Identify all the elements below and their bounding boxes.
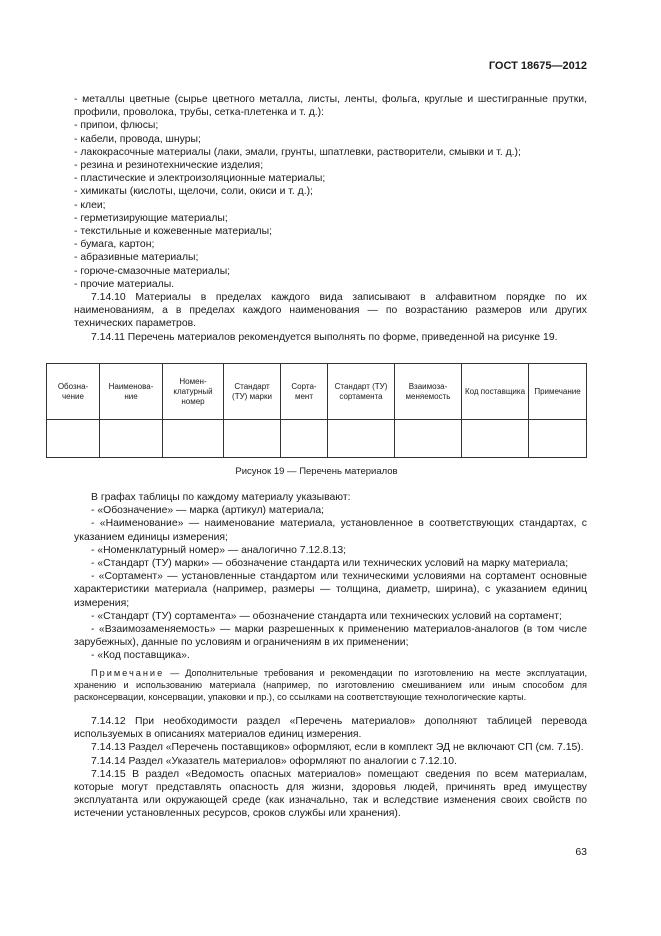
page-number: 63 bbox=[575, 846, 587, 858]
list-item: - «Номенклатурный номер» — аналогично 7.12.8.13; bbox=[91, 544, 347, 556]
closing-block bbox=[74, 715, 587, 821]
table-cell bbox=[462, 420, 529, 458]
note-paragraph bbox=[74, 667, 587, 704]
list-item: - горюче-смазочные материалы; bbox=[74, 265, 231, 277]
materials-form-table bbox=[46, 363, 587, 458]
table-cell bbox=[529, 420, 587, 458]
list-item: - «Взаимозаменяемость» — марки разрешенных к применению материалов-аналогов (в том числе зарубежных), данные по условиям и ограничениям в их применении; bbox=[74, 624, 587, 649]
note-label: Примечание bbox=[91, 667, 165, 678]
list-item: - «Стандарт (ТУ) марки» — обозначение стандарта или технических условий на марку материала; bbox=[91, 558, 569, 570]
column-header: Наименова- ние bbox=[100, 364, 163, 420]
column-header: Сорта- мент bbox=[281, 364, 328, 420]
list-item: - прочие материалы. bbox=[74, 278, 175, 290]
list-item: - резина и резинотехнические изделия; bbox=[74, 160, 264, 172]
table-cell bbox=[328, 420, 395, 458]
table-cell bbox=[395, 420, 462, 458]
list-item: - «Код поставщика». bbox=[91, 650, 190, 662]
paragraph-7-14-11: 7.14.11 Перечень материалов рекомендуется выполнять по форме, приведенной на рисунке 19. bbox=[91, 331, 558, 343]
table-cell bbox=[224, 420, 281, 458]
column-header: Код поставщика bbox=[462, 364, 529, 420]
table-cell bbox=[281, 420, 328, 458]
paragraph-7-14-13: 7.14.13 Раздел «Перечень поставщиков» оформляют, если в комплект ЭД не включают СП (см. 7.15). bbox=[91, 742, 584, 754]
list-item: - бумага, картон; bbox=[74, 239, 155, 251]
figure-caption: Рисунок 19 — Перечень материалов bbox=[235, 466, 398, 477]
list-item: - припои, флюсы; bbox=[74, 120, 159, 132]
column-header: Взаимоза- меняемость bbox=[395, 364, 462, 420]
list-item: - герметизирующие материалы; bbox=[74, 212, 228, 224]
list-item: - «Сортамент» — установленные стандартом или техническими условиями на сортамент основные характеристики материала (например, размеры — толщина, диаметр, ширина), с указанием единиц измерения; bbox=[74, 571, 587, 609]
list-item: - «Стандарт (ТУ) сортамента» — обозначение стандарта или технических условий на сортамент; bbox=[91, 610, 562, 622]
note-text: — Дополнительные требования и рекомендации по изготовлению на месте эксплуатации, хранению и использованию материала (например, по изготовлению смешиванием или иным способом для расконсервации, консервации, упаковки и пр.), со ссылками на соответствующие технологические карты. bbox=[74, 667, 587, 703]
table-cell bbox=[163, 420, 224, 458]
list-item: - клеи; bbox=[74, 199, 106, 211]
standard-header: ГОСТ 18675—2012 bbox=[488, 60, 587, 72]
column-description-block bbox=[74, 491, 587, 703]
table-cell bbox=[100, 420, 163, 458]
table-empty-row bbox=[47, 420, 587, 458]
column-header: Стандарт (ТУ) сортамента bbox=[328, 364, 395, 420]
list-item: - лакокрасочные материалы (лаки, эмали, грунты, шпатлевки, растворители, смывки и т. д.); bbox=[74, 146, 521, 158]
list-item: - металлы цветные (сырье цветного металла, листы, ленты, фольга, круглые и шестигранные прутки, профили, проволока, трубы, сетка-плетенка и т. д.): bbox=[74, 94, 587, 119]
paragraph-7-14-10: 7.14.10 Материалы в пределах каждого вида записывают в алфавитном порядке по их наименованиям, а в пределах каждого наименования — по возрастанию размеров или других технических параметров. bbox=[74, 292, 587, 330]
paragraph-7-14-12: 7.14.12 При необходимости раздел «Перечень материалов» дополняют таблицей перевода используемых в описаниях материалов единиц измерения. bbox=[74, 716, 587, 741]
table-cell bbox=[47, 420, 100, 458]
list-item: - «Наименование» — наименование материала, установленное в соответствующих стандартах, с указанием единицы измерения; bbox=[74, 518, 587, 543]
table-header-row bbox=[47, 364, 587, 420]
column-header: Номен- клатурный номер bbox=[163, 364, 224, 420]
list-item: - текстильные и кожевенные материалы; bbox=[74, 226, 272, 238]
materials-list-block bbox=[74, 93, 587, 344]
column-header: Обозна- чение bbox=[47, 364, 100, 420]
list-item: - «Обозначение» — марка (артикул) материала; bbox=[91, 505, 325, 517]
list-item: - абразивные материалы; bbox=[74, 252, 199, 264]
paragraph-7-14-14: 7.14.14 Раздел «Указатель материалов» оформляют по аналогии с 7.12.10. bbox=[91, 755, 457, 767]
description-intro: В графах таблицы по каждому материалу указывают: bbox=[91, 492, 351, 503]
list-item: - кабели, провода, шнуры; bbox=[74, 133, 201, 145]
paragraph-7-14-15: 7.14.15 В раздел «Ведомость опасных материалов» помещают сведения по всем материалам, которые могут представлять опасность для жизни, здоровья людей, причинять вред имуществу эксплуатанта или окружающей среде (как изначально, так и вследствие изменения своих свойств по истечении установленных ресурсов, сроков службы или хранения). bbox=[74, 768, 587, 820]
column-header: Примечание bbox=[529, 364, 587, 420]
list-item: - пластические и электроизоляционные материалы; bbox=[74, 173, 326, 185]
list-item: - химикаты (кислоты, щелочи, соли, окиси и т. д.); bbox=[74, 186, 313, 198]
column-header: Стандарт (ТУ) марки bbox=[224, 364, 281, 420]
